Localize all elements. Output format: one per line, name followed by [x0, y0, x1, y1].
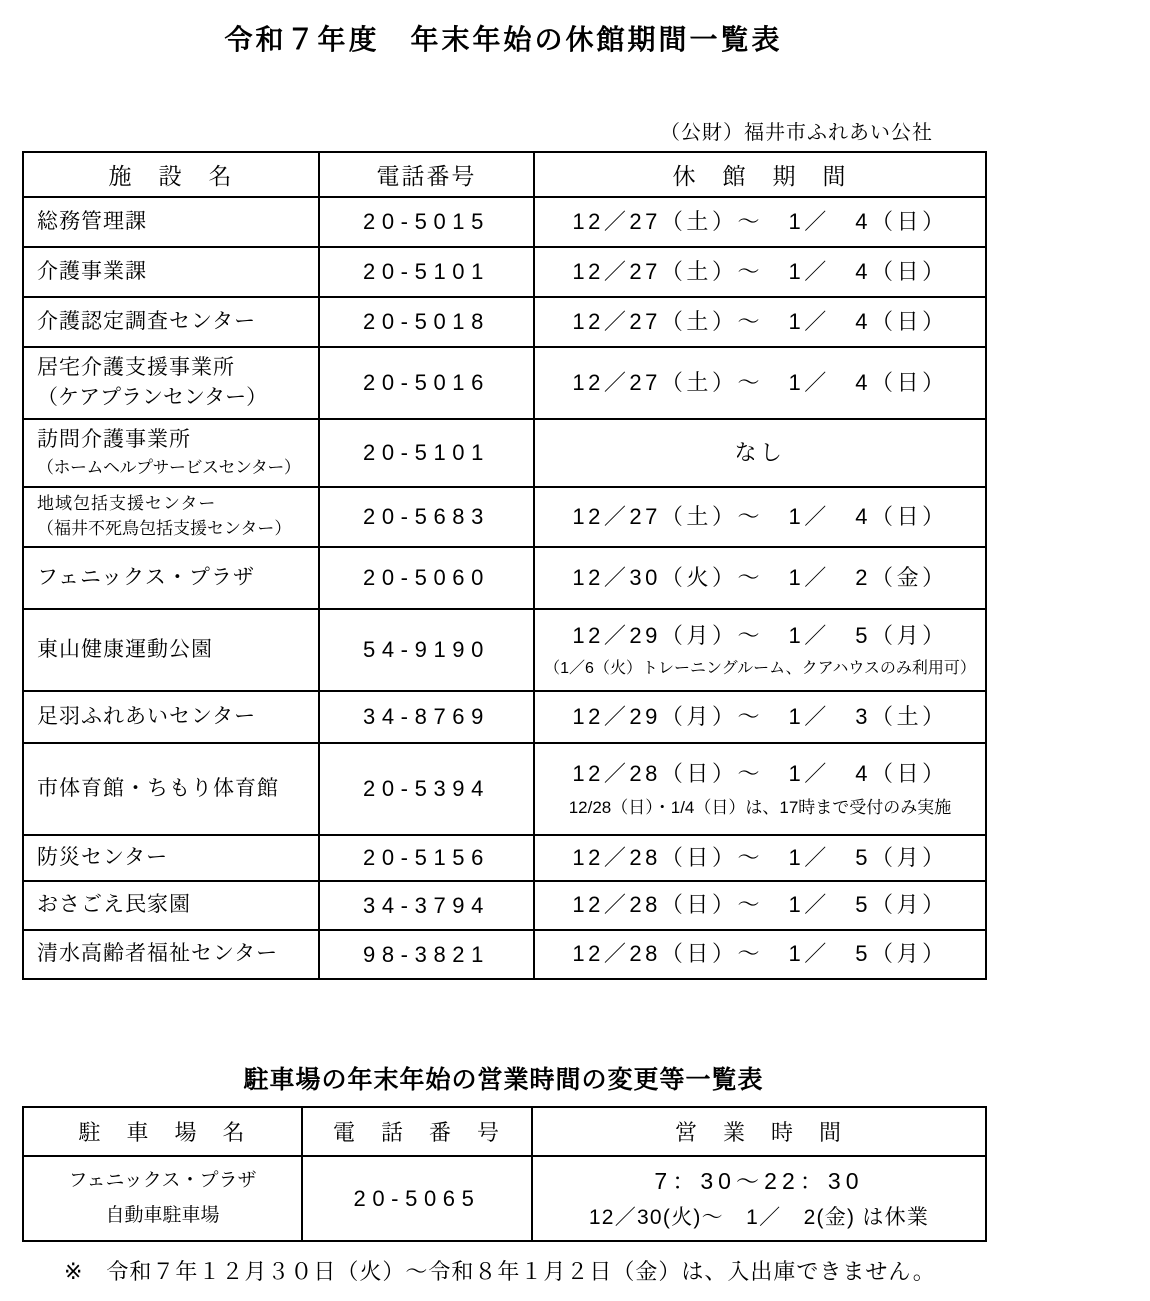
facility-name: 東山健康運動公園	[37, 637, 213, 661]
table-row	[23, 881, 986, 930]
period-cell	[534, 881, 986, 930]
facility-name-cell	[23, 691, 319, 743]
phone-cell: 34-8769	[319, 691, 534, 743]
parking-name-cell	[23, 1156, 302, 1241]
period-cell	[534, 835, 986, 881]
facility-name: 地域包括支援センター	[37, 494, 217, 514]
closure-period: 12／27（土）～ 1／ 4（日）	[572, 208, 948, 234]
main-title: 令和７年度 年末年始の休館期間一覧表	[224, 24, 783, 55]
facility-name-cell	[23, 547, 319, 609]
facility-name-cell	[23, 881, 319, 930]
facility-name: 総務管理課	[37, 209, 147, 233]
phone-cell: 20-5016	[319, 347, 534, 419]
period-cell	[534, 487, 986, 547]
facility-name-cell	[23, 930, 319, 979]
table-row	[23, 609, 986, 691]
closure-period: 12／28（日）～ 1／ 5（月）	[572, 941, 948, 967]
table-row	[23, 743, 986, 835]
parking-table	[22, 1106, 987, 1242]
closure-period: 12／28（日）～ 1／ 5（月）	[572, 844, 948, 870]
closure-period: 12／29（月）～ 1／ 3（土）	[572, 703, 948, 729]
period-cell	[534, 197, 986, 247]
facility-name-cell	[23, 197, 319, 247]
parking-name-line2: 自動車駐車場	[105, 1204, 220, 1226]
document	[22, 18, 985, 1286]
closure-period: なし	[734, 439, 786, 465]
header-parking-phone: 電 話 番 号	[302, 1107, 532, 1156]
parking-name: フェニックス・プラザ	[68, 1170, 257, 1192]
closure-period: 12／28（日）～ 1／ 5（月）	[572, 892, 948, 918]
period-cell	[534, 743, 986, 835]
table-row	[23, 547, 986, 609]
phone-cell: 20-5101	[319, 247, 534, 297]
issuer-note: （公財）福井市ふれあい公社	[660, 122, 933, 144]
period-cell	[534, 419, 986, 487]
table-row	[23, 1156, 986, 1241]
facility-name-line2: （ホームヘルプサービスセンター）	[37, 457, 301, 477]
facility-name: 清水高齢者福祉センター	[37, 942, 279, 966]
facility-name: 足羽ふれあいセンター	[37, 704, 257, 728]
closure-period: 12／27（土）～ 1／ 4（日）	[572, 503, 948, 529]
facility-name-cell	[23, 487, 319, 547]
facility-name: 訪問介護事業所	[37, 428, 191, 452]
phone-cell: 20-5065	[302, 1156, 532, 1241]
phone-cell: 20-5394	[319, 743, 534, 835]
header-period: 休 館 期 間	[534, 152, 986, 197]
facility-name-cell	[23, 247, 319, 297]
table-row	[23, 347, 986, 419]
header-parking-hours: 営 業 時 間	[532, 1107, 986, 1156]
phone-cell: 54-9190	[319, 609, 534, 691]
facility-name: 居宅介護支援事業所	[37, 355, 235, 379]
facility-name-cell	[23, 743, 319, 835]
phone-cell: 98-3821	[319, 930, 534, 979]
period-cell	[534, 547, 986, 609]
header-parking-name: 駐 車 場 名	[23, 1107, 302, 1156]
facility-name: フェニックス・プラザ	[37, 565, 255, 589]
closure-period: 12／27（土）～ 1／ 4（日）	[572, 258, 948, 284]
period-cell	[534, 247, 986, 297]
facility-name-cell	[23, 419, 319, 487]
table-row	[23, 247, 986, 297]
table-row	[23, 487, 986, 547]
period-cell	[534, 609, 986, 691]
closure-period: 12／30（火）～ 1／ 2（金）	[572, 564, 948, 590]
facility-name-cell	[23, 609, 319, 691]
phone-cell: 20-5015	[319, 197, 534, 247]
facilities-table	[22, 151, 987, 980]
phone-cell: 34-3794	[319, 881, 534, 930]
phone-cell: 20-5683	[319, 487, 534, 547]
period-cell	[534, 691, 986, 743]
table-row	[23, 835, 986, 881]
parking-hours-cell	[532, 1156, 986, 1241]
header-phone: 電話番号	[319, 152, 534, 197]
facility-name-line2: （ケアプランセンター）	[37, 386, 268, 409]
table-row	[23, 930, 986, 979]
header-facility-name: 施 設 名	[23, 152, 319, 197]
table-row	[23, 419, 986, 487]
closure-period: 12／27（土）～ 1／ 4（日）	[572, 369, 948, 395]
facility-name: 介護認定調査センター	[37, 309, 257, 333]
facility-name: 防災センター	[37, 845, 169, 869]
period-cell	[534, 347, 986, 419]
phone-cell: 20-5101	[319, 419, 534, 487]
footnote: ※ 令和７年１２月３０日（火）～令和８年１月２日（金）は、入出庫できません。	[64, 1259, 936, 1284]
phone-cell: 20-5060	[319, 547, 534, 609]
facility-name-cell	[23, 835, 319, 881]
table-row	[23, 691, 986, 743]
parking-hours-note: 12／30(火)～ 1／ 2(金) は休業	[588, 1206, 930, 1230]
facility-name: 介護事業課	[37, 259, 147, 283]
facilities-table-header	[23, 152, 986, 197]
closure-period: 12／28（日）～ 1／ 4（日）	[572, 761, 948, 787]
parking-hours: 7：30～22：30	[654, 1167, 864, 1194]
facility-name-cell	[23, 297, 319, 347]
parking-title: 駐車場の年末年始の営業時間の変更等一覧表	[243, 1066, 764, 1094]
closure-period: 12／29（月）～ 1／ 5（月）	[572, 623, 948, 649]
closure-note: 12/28（日）・1/4（日）は、17時まで受付のみ実施	[568, 797, 952, 817]
period-cell	[534, 297, 986, 347]
table-row	[23, 297, 986, 347]
closure-note: （1／6（火）トレーニングルーム、クアハウスのみ利用可）	[544, 659, 976, 677]
table-row	[23, 197, 986, 247]
facility-name-cell	[23, 347, 319, 419]
facility-name: おさごえ民家園	[37, 893, 191, 917]
closure-period: 12／27（土）～ 1／ 4（日）	[572, 308, 948, 334]
parking-table-header	[23, 1107, 986, 1156]
phone-cell: 20-5018	[319, 297, 534, 347]
period-cell	[534, 930, 986, 979]
phone-cell: 20-5156	[319, 835, 534, 881]
facility-name: 市体育館・ちもり体育館	[37, 776, 279, 800]
facility-name-line2: （福井不死鳥包括支援センター）	[37, 519, 292, 538]
